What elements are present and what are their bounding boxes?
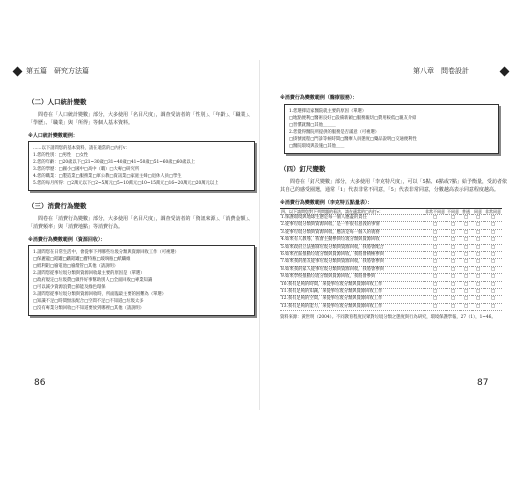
example-line: 4.您的職業：□製造業□服務業□軍公教□資訊業□家庭主婦□退休人員□學生 bbox=[33, 174, 182, 179]
likert-checkbox[interactable]: □ bbox=[446, 229, 460, 236]
likert-checkbox[interactable]: □ bbox=[460, 289, 472, 296]
likert-checkbox[interactable]: □ bbox=[424, 229, 446, 236]
likert-checkbox[interactable]: □ bbox=[424, 237, 446, 244]
likert-checkbox[interactable]: □ bbox=[460, 303, 472, 310]
example-line: □習慣就醫□其他＿＿＿ bbox=[289, 123, 336, 128]
example-line: □保麗龍□鋁罐□鐵鋁罐□寶特瓶□玻璃瓶□紙纖維 bbox=[33, 257, 131, 262]
likert-row bbox=[280, 222, 502, 229]
example-box-medical bbox=[284, 104, 499, 154]
likert-checkbox[interactable]: □ bbox=[484, 222, 502, 229]
likert-item-label: 13.我有足夠的能力，來從事垃圾分類與資源回收工作 bbox=[280, 303, 424, 310]
likert-checkbox[interactable]: □ bbox=[446, 252, 460, 259]
likert-checkbox[interactable]: □ bbox=[484, 281, 502, 288]
likert-item-label: 7.如果我的朋友從事垃圾分類與資源回收，我將會參與 bbox=[280, 259, 424, 266]
likert-checkbox[interactable]: □ bbox=[460, 244, 472, 251]
likert-checkbox[interactable]: □ bbox=[446, 289, 460, 296]
likert-checkbox[interactable]: □ bbox=[460, 281, 472, 288]
section-title-consumption: （三）消費行為變數 bbox=[28, 202, 87, 210]
scale-header: 非常不同意 bbox=[425, 209, 445, 214]
likert-checkbox[interactable]: □ bbox=[472, 274, 484, 281]
likert-checkbox[interactable]: □ bbox=[446, 296, 460, 303]
likert-checkbox[interactable]: □ bbox=[484, 303, 502, 310]
likert-checkbox[interactable]: □ bbox=[484, 244, 502, 251]
example-label-demographic: ※人口統計變數範例： bbox=[28, 133, 78, 139]
likert-item-label: 12.我有足夠的空間，來從事垃圾分類與資源回收工作 bbox=[280, 296, 424, 303]
likert-checkbox[interactable]: □ bbox=[472, 252, 484, 259]
likert-row bbox=[280, 274, 502, 281]
example-label-recycling: ※消費行為變數範例（資源回收）： bbox=[28, 237, 106, 243]
example-line: 1.您的性別：□男性 □女性 bbox=[33, 153, 89, 158]
likert-checkbox[interactable]: □ bbox=[472, 303, 484, 310]
example-label-likert: ※消費行為變數範例（李克特五點量表）： bbox=[280, 200, 373, 206]
likert-checkbox[interactable]: □ bbox=[446, 266, 460, 273]
likert-checkbox[interactable]: □ bbox=[424, 215, 446, 222]
likert-checkbox[interactable]: □ bbox=[472, 281, 484, 288]
example-line: □醫院環境與設施□其他＿＿ bbox=[289, 144, 345, 149]
likert-checkbox[interactable]: □ bbox=[424, 296, 446, 303]
source-note: 資料來源：黃世明（2004）。不同教育程度民眾對垃圾分類之態度與行為研究，環境保護學報，27（1），1~46。 bbox=[280, 315, 496, 321]
likert-checkbox[interactable]: □ bbox=[472, 259, 484, 266]
example-line: □掛號流程□門診等候時間□醫療人員態度□藥品說明□交通便利性 bbox=[289, 137, 417, 142]
likert-checkbox[interactable]: □ bbox=[424, 259, 446, 266]
paragraph-consumption: 問卷在「消費行為變數」部分，大多使用「名目尺度」，調查受訪者的「資訊來源」、「消費金額」、「消費頻率」與「消費地點」等消費行為。 bbox=[28, 216, 254, 230]
example-box-recycling bbox=[28, 245, 255, 316]
example-box-demographic bbox=[28, 141, 255, 191]
example-line: □知識不足□時間無法配合□空間不足□不知道□垃圾太多 bbox=[33, 299, 144, 304]
likert-checkbox[interactable]: □ bbox=[460, 266, 472, 273]
table-intro: 四、以下請問您對下列問題的看法，請在適當的□內打v： bbox=[280, 209, 424, 215]
likert-checkbox[interactable]: □ bbox=[446, 215, 460, 222]
likert-checkbox[interactable]: □ bbox=[484, 296, 502, 303]
likert-item-label: 11.我有足夠的知識，來從事垃圾分類與資源回收工作 bbox=[280, 289, 424, 296]
likert-item-label: 5.如果政府立法強制垃圾分類與資源回收，我將會配合 bbox=[280, 244, 424, 251]
likert-checkbox[interactable]: □ bbox=[460, 252, 472, 259]
page-number-left: 86 bbox=[34, 378, 46, 388]
right-page bbox=[268, 66, 508, 400]
likert-checkbox[interactable]: □ bbox=[484, 215, 502, 222]
likert-checkbox[interactable]: □ bbox=[484, 252, 502, 259]
likert-checkbox[interactable]: □ bbox=[460, 237, 472, 244]
likert-checkbox[interactable]: □ bbox=[446, 303, 460, 310]
example-line: ……以下請問您的基本資料，請在適當的□內打v： bbox=[33, 146, 130, 151]
likert-row bbox=[280, 252, 502, 259]
likert-checkbox[interactable]: □ bbox=[424, 289, 446, 296]
likert-checkbox[interactable]: □ bbox=[424, 266, 446, 273]
likert-checkbox[interactable]: □ bbox=[424, 281, 446, 288]
scale-header: 同意 bbox=[474, 209, 482, 214]
likert-row bbox=[280, 266, 502, 273]
likert-row bbox=[280, 229, 502, 236]
likert-item-label: 10.我有足夠的時間，來從事垃圾分類與資源回收工作 bbox=[280, 281, 424, 288]
likert-checkbox[interactable]: □ bbox=[446, 281, 460, 288]
likert-checkbox[interactable]: □ bbox=[460, 274, 472, 281]
likert-checkbox[interactable]: □ bbox=[472, 229, 484, 236]
likert-checkbox[interactable]: □ bbox=[484, 259, 502, 266]
likert-checkbox[interactable]: □ bbox=[472, 244, 484, 251]
scale-header: 普通 bbox=[462, 209, 470, 214]
example-line: □政府規定□垃圾費□做件好事幫助別人□全面回收□專業知識 bbox=[33, 278, 153, 283]
example-line: 3.您的學歷：□國小□國中□高中（職）□大專□研究所 bbox=[33, 167, 140, 172]
likert-checkbox[interactable]: □ bbox=[446, 244, 460, 251]
likert-checkbox[interactable]: □ bbox=[424, 303, 446, 310]
likert-checkbox[interactable]: □ bbox=[460, 215, 472, 222]
likert-table bbox=[280, 208, 502, 311]
likert-checkbox[interactable]: □ bbox=[472, 222, 484, 229]
running-head-left: 第五篇 研究方法篇 bbox=[26, 67, 89, 75]
example-line: 2.您的年齡：□20歲以下□21~30歲□31~40歲□41~50歲□51~60歲□60歲以上 bbox=[33, 160, 195, 165]
likert-row bbox=[280, 296, 502, 303]
likert-checkbox[interactable]: □ bbox=[484, 266, 502, 273]
likert-item-label: 8.如果我的家人從事垃圾分類與資源回收，我將會參與 bbox=[280, 266, 424, 273]
likert-checkbox[interactable]: □ bbox=[484, 237, 502, 244]
example-line: 2.您覺得醫院所提供的服務是否滿意（可複選） bbox=[289, 130, 380, 135]
likert-checkbox[interactable]: □ bbox=[472, 296, 484, 303]
example-line: 5.您的每月所得：□2萬元以下□2~5萬元□5~10萬元□10~15萬元□16~20萬元□20萬元以上 bbox=[33, 181, 219, 186]
example-line: □沒有專業分類回收□不知道要放到哪裡□其他（請說明） bbox=[33, 306, 145, 311]
likert-row bbox=[280, 281, 502, 288]
likert-item-label: 4.如果有人教導，我會主動參與垃圾分類與資源回收 bbox=[280, 237, 424, 244]
likert-checkbox[interactable]: □ bbox=[484, 229, 502, 236]
likert-checkbox[interactable]: □ bbox=[446, 237, 460, 244]
paragraph-demographic: 問卷在「人口統計變數」部分，大多使用「名目尺度」，調查受訪者的「性別」、「年齡」、「職業」、「學歷」、「職業」與「所得」等個人基本資料。 bbox=[28, 112, 254, 126]
example-line: 2.請問您從事垃圾分類與資源回收最主要的原因是（單選） bbox=[33, 271, 145, 276]
likert-checkbox[interactable]: □ bbox=[460, 259, 472, 266]
likert-row bbox=[280, 215, 502, 222]
book-gutter bbox=[259, 60, 260, 410]
running-head-right: 第八章 問卷設計 bbox=[413, 67, 469, 75]
likert-checkbox[interactable]: □ bbox=[472, 266, 484, 273]
likert-table-wrap bbox=[280, 208, 502, 311]
likert-checkbox[interactable]: □ bbox=[472, 215, 484, 222]
likert-checkbox[interactable]: □ bbox=[472, 289, 484, 296]
likert-item-label: 6.如果社區推動垃圾分類與資源回收，我將會積極參與 bbox=[280, 252, 424, 259]
likert-checkbox[interactable]: □ bbox=[460, 222, 472, 229]
likert-checkbox[interactable]: □ bbox=[460, 296, 472, 303]
example-label-medical: ※消費行為變數範例（醫療服務）： bbox=[280, 95, 358, 101]
example-line: 3.請問您從事垃圾分類與資源回收時，所面臨最主要的困難為（單選） bbox=[33, 292, 167, 297]
likert-row bbox=[280, 259, 502, 266]
likert-checkbox[interactable]: □ bbox=[424, 244, 446, 251]
example-line: □地點便利□醫術良好□設備新穎□服務親切□費用較低□親友介紹 bbox=[289, 116, 417, 121]
likert-checkbox[interactable]: □ bbox=[460, 229, 472, 236]
section-title-demographic: （二）人口統計變數 bbox=[28, 98, 87, 106]
example-line: □可以減少資源浪費□節能及綠色環保 bbox=[33, 285, 106, 290]
page-number-right: 87 bbox=[477, 378, 489, 388]
example-line: □紙利鋁□廢電池□廢燈管□其他（請說明） bbox=[33, 264, 118, 269]
likert-checkbox[interactable]: □ bbox=[424, 252, 446, 259]
likert-checkbox[interactable]: □ bbox=[446, 259, 460, 266]
likert-checkbox[interactable]: □ bbox=[424, 222, 446, 229]
paragraph-likert: 問卷在「釘尺變數」部分，大多使用「李克特尺度」，可以「5點、6點或7點」給予衡量，受訪者依其自己的感受圈選，通常「1」代表非常不同意，「5」代表非常同意，分數越高表示同意程度越高。 bbox=[280, 179, 508, 193]
scale-header: 不同意 bbox=[447, 209, 459, 214]
likert-row bbox=[280, 237, 502, 244]
likert-item-label: 2.從事垃圾分類與資源回收，是一件很有意義的事情 bbox=[280, 222, 424, 229]
section-title-likert: （四）釘尺變數 bbox=[280, 165, 326, 173]
likert-checkbox[interactable]: □ bbox=[446, 222, 460, 229]
scale-header: 非常同意 bbox=[485, 209, 501, 214]
likert-row bbox=[280, 289, 502, 296]
likert-row bbox=[280, 303, 502, 310]
likert-body bbox=[280, 215, 502, 311]
likert-item-label: 3.從事垃圾分類與資源回收，應該是每一個人的義務 bbox=[280, 229, 424, 236]
example-line: 1.您選擇這家醫院就主要的原因（單選） bbox=[289, 109, 367, 114]
likert-checkbox[interactable]: □ bbox=[484, 289, 502, 296]
likert-checkbox[interactable]: □ bbox=[446, 274, 460, 281]
likert-checkbox[interactable]: □ bbox=[424, 274, 446, 281]
likert-checkbox[interactable]: □ bbox=[472, 237, 484, 244]
likert-checkbox[interactable]: □ bbox=[484, 274, 502, 281]
example-line: 1.請問您在日常生活中，會從事下列哪些垃圾分類與資源回收工作（可複選） bbox=[33, 250, 179, 255]
likert-item-label: 1.保護環境與地球生態是每一個人應盡的責任 bbox=[280, 215, 424, 222]
likert-item-label: 9.如果學校推動垃圾分類與資源回收，我將會參與 bbox=[280, 274, 424, 281]
likert-row bbox=[280, 244, 502, 251]
left-page bbox=[14, 66, 254, 400]
